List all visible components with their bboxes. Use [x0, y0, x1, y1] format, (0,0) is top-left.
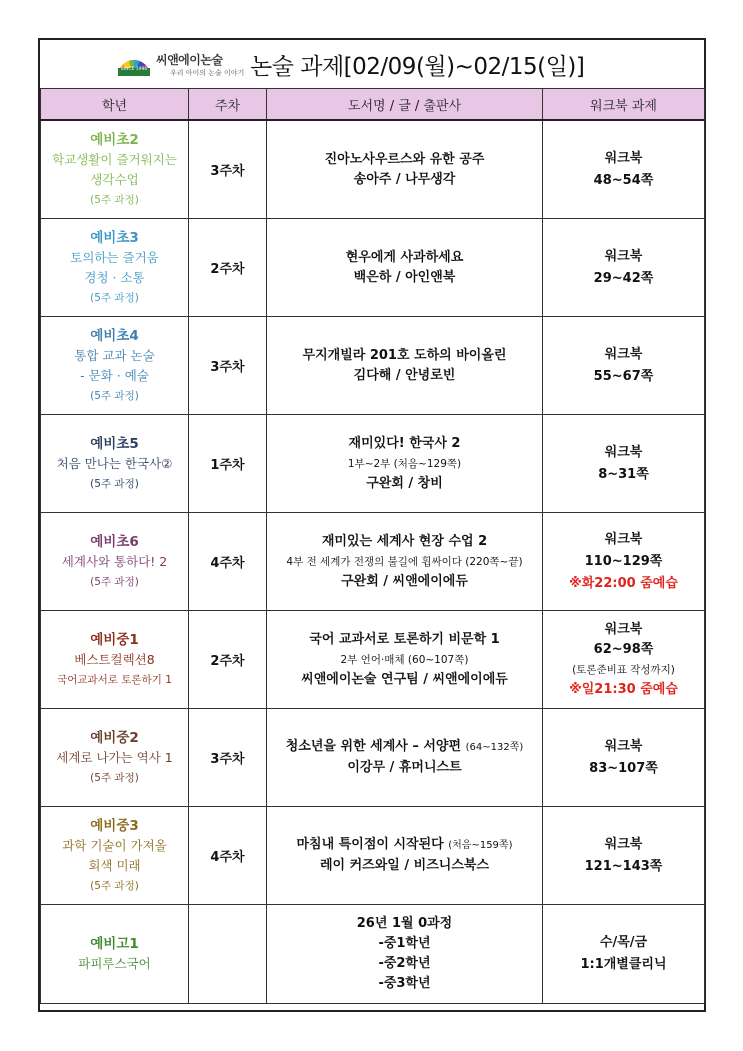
grade-cell: [41, 905, 189, 1004]
workbook-cell: [543, 219, 705, 317]
course-note: (5주 과정): [90, 477, 139, 490]
grade-cell: [41, 415, 189, 513]
book-author-publisher: 송아주 / 나무생각: [353, 171, 456, 187]
table-row: [41, 513, 705, 611]
workbook-pages: 62~98쪽: [593, 641, 654, 657]
book-author-publisher: 구완회 / 씨앤에이에듀: [341, 573, 468, 589]
workbook-cell: [543, 513, 705, 611]
book-title: 재미있다! 한국사 2: [348, 435, 461, 451]
grade-cell: [41, 219, 189, 317]
week-cell: 2주차: [189, 611, 267, 709]
course-level: -중1학년: [378, 936, 431, 951]
week-cell: 3주차: [189, 317, 267, 415]
schedule-days: 수/목/금: [599, 935, 648, 950]
grade-cell: [41, 611, 189, 709]
week-cell: 4주차: [189, 807, 267, 905]
grade-name: 예비고1: [90, 936, 139, 952]
grade-cell: [41, 513, 189, 611]
course-note: (5주 과정): [90, 575, 139, 588]
col-header-workbook: 워크북 과제: [543, 89, 705, 121]
course-subject: - 문화 · 예술: [80, 367, 149, 383]
course-note: (5주 과정): [90, 771, 139, 784]
workbook-pages: 55~67쪽: [593, 368, 654, 384]
course-subject: 통합 교과 논술: [74, 347, 155, 363]
table-row: [41, 219, 705, 317]
workbook-label: 워크북: [604, 621, 643, 637]
book-cell: [267, 120, 543, 219]
logo-name: 씨앤에이논술: [156, 53, 223, 67]
book-cell: [267, 709, 543, 807]
workbook-cell: [543, 709, 705, 807]
table-header-row: [41, 89, 705, 121]
course-level: -중2학년: [378, 956, 431, 971]
grade-name: 예비초5: [90, 435, 139, 452]
week-cell: 3주차: [189, 120, 267, 219]
course-note: (5주 과정): [90, 389, 139, 402]
course-level: -중3학년: [378, 976, 431, 991]
week-cell: 1주차: [189, 415, 267, 513]
clinic-type: 1:1개별클리닉: [580, 957, 667, 972]
logo-since: SINCE 1996: [120, 67, 148, 72]
book-range: (64~132쪽): [465, 742, 524, 753]
grade-name: 예비중1: [90, 631, 139, 648]
grade-cell: [41, 807, 189, 905]
book-title: 재미있는 세계사 현장 수업 2: [321, 533, 488, 549]
course-subject: 국어교과서로 토론하기 1: [57, 673, 172, 686]
book-range: (처음~159쪽): [448, 840, 513, 851]
workbook-cell: [543, 120, 705, 219]
workbook-label: 워크북: [604, 738, 643, 754]
zoom-preview-notice: ※화22:00 줌예습: [569, 575, 678, 591]
course-note: (5주 과정): [90, 291, 139, 304]
book-cell: [267, 905, 543, 1004]
book-author-publisher: 이강무 / 휴머니스트: [347, 760, 462, 775]
col-header-grade: 학년: [41, 89, 189, 121]
book-cell: [267, 415, 543, 513]
grade-name: 예비초2: [90, 131, 139, 148]
table-row: [41, 120, 705, 219]
course-subject: 세계사와 통하다! 2: [61, 553, 168, 569]
workbook-label: 워크북: [604, 531, 643, 547]
course-subject: 토의하는 즐거움: [70, 249, 159, 265]
week-cell: 4주차: [189, 513, 267, 611]
book-range: 2부 언어·매체 (60~107쪽): [340, 653, 469, 666]
course-note: (5주 과정): [90, 193, 139, 206]
table-row: [41, 905, 705, 1004]
book-cell: [267, 807, 543, 905]
book-author-publisher: 레이 커즈와일 / 비즈니스북스: [319, 858, 490, 873]
workbook-label: 워크북: [604, 150, 643, 166]
week-cell: 3주차: [189, 709, 267, 807]
grade-name: 예비초6: [90, 533, 139, 550]
zoom-preview-notice: ※일21:30 줌예습: [569, 681, 678, 697]
book-title: 국어 교과서로 토론하기 비문학 1: [309, 631, 500, 647]
workbook-pages: 121~143쪽: [584, 858, 663, 874]
table-row: [41, 611, 705, 709]
book-author-publisher: 김다해 / 안녕로빈: [353, 367, 456, 383]
workbook-pages: 48~54쪽: [593, 172, 654, 188]
workbook-cell: [543, 807, 705, 905]
book-author-publisher: 씨앤에이논술 연구팀 / 씨앤에이에듀: [301, 671, 508, 687]
week-cell: [189, 905, 267, 1004]
book-title: 진아노사우르스와 유한 공주: [324, 151, 485, 167]
rainbow-logo-icon: [114, 46, 154, 80]
book-title: 현우에게 사과하세요: [345, 249, 464, 265]
col-header-week: 주차: [189, 89, 267, 121]
workbook-cell: [543, 611, 705, 709]
workbook-pages: 110~129쪽: [584, 553, 663, 569]
workbook-label: 워크북: [604, 248, 643, 264]
book-cell: [267, 513, 543, 611]
grade-cell: [41, 709, 189, 807]
book-author-publisher: 구완회 / 창비: [366, 475, 443, 491]
page-title: 논술 과제[02/09(월)~02/15(일)]: [250, 54, 585, 80]
brand-logo: [114, 46, 256, 82]
grade-cell: [41, 120, 189, 219]
book-author-publisher: 백은하 / 아인앤북: [353, 269, 456, 285]
workbook-cell: [543, 415, 705, 513]
workbook-cell: [543, 905, 705, 1004]
course-subject: 과학 기술이 가져올: [62, 837, 167, 853]
book-range: 1부~2부 (처음~129쪽): [347, 457, 462, 470]
col-header-book: 도서명 / 글 / 출판사: [267, 89, 543, 121]
course-subject: 학교생활이 즐거워지는: [52, 151, 177, 167]
grade-name: 예비초4: [90, 327, 139, 344]
workbook-pages: 29~42쪽: [593, 270, 654, 286]
grade-cell: [41, 317, 189, 415]
workbook-cell: [543, 317, 705, 415]
course-subject: 세계로 나가는 역사 1: [56, 749, 173, 765]
title-bar: [40, 40, 704, 90]
workbook-label: 워크북: [604, 444, 643, 460]
grade-name: 예비중3: [90, 817, 139, 834]
workbook-note: (토론준비표 작성까지): [572, 663, 675, 676]
course-subject: 회색 미래: [88, 857, 141, 873]
workbook-label: 워크북: [604, 836, 643, 852]
book-range: 4부 전 세계가 전쟁의 불길에 휩싸이다 (220쪽~끝): [286, 555, 523, 568]
grade-name: 예비초3: [90, 229, 139, 246]
grade-name: 예비중2: [90, 729, 139, 746]
course-note: (5주 과정): [90, 879, 139, 892]
workbook-pages: 83~107쪽: [589, 760, 658, 776]
book-cell: [267, 317, 543, 415]
workbook-label: 워크북: [604, 346, 643, 362]
table-row: [41, 317, 705, 415]
course-subject: 베스트컬렉션8: [74, 651, 155, 667]
book-title-line: [267, 737, 542, 758]
table-row: [41, 807, 705, 905]
book-title: 청소년을 위한 세계사 – 서양편: [285, 739, 462, 754]
week-cell: 2주차: [189, 219, 267, 317]
book-cell: [267, 219, 543, 317]
course-period: 26년 1월 0과정: [356, 916, 453, 931]
assignment-table: [40, 88, 705, 1004]
table-row: [41, 415, 705, 513]
book-title: 마침내 특이점이 시작된다: [296, 837, 444, 852]
course-subject: 경청 · 소통: [84, 269, 145, 285]
book-cell: [267, 611, 543, 709]
course-subject: 처음 만나는 한국사②: [56, 455, 173, 471]
workbook-pages: 8~31쪽: [598, 466, 649, 482]
logo-tagline: 우리 아이의 논술 이야기: [170, 69, 245, 77]
course-subject: 생각수업: [90, 171, 139, 187]
course-subject: 파피루스국어: [78, 956, 151, 971]
assignment-sheet: [38, 38, 706, 1012]
book-title: 무지개빌라 201호 도하의 바이올린: [302, 347, 507, 363]
table-row: [41, 709, 705, 807]
book-title-line: [267, 835, 542, 856]
